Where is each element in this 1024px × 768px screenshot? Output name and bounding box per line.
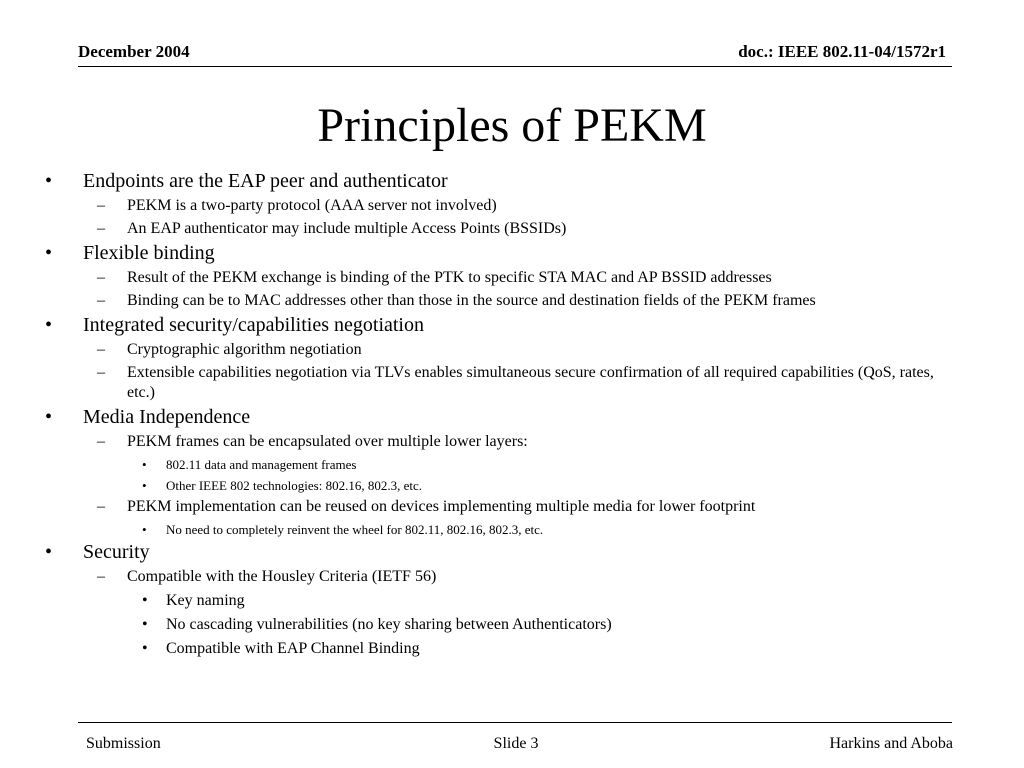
bullet-marker: • xyxy=(45,170,53,192)
sub-sub-bullet-text: Compatible with EAP Channel Binding xyxy=(166,640,420,657)
bullet-marker: • xyxy=(142,522,147,537)
sub-bullet-text: PEKM implementation can be reused on devices implementing multiple media for lower footprint xyxy=(127,498,756,515)
sub-bullet-text: Result of the PEKM exchange is binding of the PTK to specific STA MAC and AP BSSID addresses xyxy=(127,269,772,286)
bullet-marker: • xyxy=(142,592,148,609)
bullet-media-independence xyxy=(44,405,964,429)
dash-marker: – xyxy=(97,341,105,358)
bullet-text: Media Independence xyxy=(83,406,251,428)
bullet-text: Endpoints are the EAP peer and authenticator xyxy=(83,170,448,192)
dash-marker: – xyxy=(97,568,105,585)
bullet-marker: • xyxy=(45,242,53,264)
sub-bullet xyxy=(44,567,964,587)
dash-marker: – xyxy=(97,220,105,237)
sub-sub-bullet-text: No need to completely reinvent the wheel for 802.11, 802.16, 802.3, etc. xyxy=(166,522,544,537)
sub-bullet-text: Extensible capabilities negotiation via TLVs enables simultaneous secure confirmation of all required capabilities (QoS, rates, etc.) xyxy=(127,364,934,401)
sub-bullet-text: Compatible with the Housley Criteria (IETF 56) xyxy=(127,568,437,585)
sub-sub-bullet xyxy=(44,591,964,611)
bullet-marker: • xyxy=(45,406,53,428)
footer-slide-number: Slide 3 xyxy=(493,735,539,752)
sub-bullet-text: Binding can be to MAC addresses other than those in the source and destination fields of the PEKM frames xyxy=(127,292,816,309)
dash-marker: – xyxy=(97,197,105,214)
bullet-marker: • xyxy=(45,541,53,563)
sub-sub-bullet xyxy=(44,615,964,635)
footer-submission: Submission xyxy=(86,735,161,752)
sub-bullet xyxy=(44,363,964,403)
header-rule xyxy=(78,66,952,67)
sub-bullet xyxy=(44,432,964,452)
bullet-text: Security xyxy=(83,541,150,563)
sub-bullet-text: An EAP authenticator may include multiple Access Points (BSSIDs) xyxy=(127,220,567,237)
sub-bullet xyxy=(44,219,964,239)
bullet-marker: • xyxy=(142,616,148,633)
sub-sub-bullet xyxy=(44,457,964,473)
header-date: December 2004 xyxy=(78,42,190,61)
sub-bullet-text: PEKM is a two-party protocol (AAA server not involved) xyxy=(127,197,497,214)
sub-sub-bullet xyxy=(44,522,964,538)
dash-marker: – xyxy=(97,269,105,286)
bullet-flexible-binding xyxy=(44,241,964,265)
sub-sub-bullet-text: Other IEEE 802 technologies: 802.16, 802.3, etc. xyxy=(166,478,422,493)
footer-rule xyxy=(78,722,952,723)
sub-bullet-text: Cryptographic algorithm negotiation xyxy=(127,341,362,358)
dash-marker: – xyxy=(97,364,105,381)
dash-marker: – xyxy=(97,292,105,309)
dash-marker: – xyxy=(97,498,105,515)
bullet-marker: • xyxy=(142,457,147,472)
sub-bullet xyxy=(44,497,964,517)
slide-content xyxy=(44,167,964,659)
sub-bullet xyxy=(44,291,964,311)
header-doc-number: doc.: IEEE 802.11-04/1572r1 xyxy=(738,42,946,61)
bullet-marker: • xyxy=(142,640,148,657)
sub-bullet xyxy=(44,340,964,360)
sub-sub-bullet xyxy=(44,478,964,494)
sub-bullet xyxy=(44,268,964,288)
bullet-endpoints xyxy=(44,169,964,193)
sub-sub-bullet-text: 802.11 data and management frames xyxy=(166,457,357,472)
footer-authors: Harkins and Aboba xyxy=(829,735,953,752)
bullet-security xyxy=(44,540,964,564)
sub-sub-bullet xyxy=(44,639,964,659)
sub-sub-bullet-text: Key naming xyxy=(166,592,245,609)
slide-title: Principles of PEKM xyxy=(317,99,707,152)
bullet-marker: • xyxy=(45,314,53,336)
sub-bullet-text: PEKM frames can be encapsulated over multiple lower layers: xyxy=(127,433,528,450)
sub-sub-bullet-text: No cascading vulnerabilities (no key sharing between Authenticators) xyxy=(166,616,612,633)
bullet-integrated-security xyxy=(44,313,964,337)
bullet-text: Integrated security/capabilities negotiation xyxy=(83,314,424,336)
bullet-text: Flexible binding xyxy=(83,242,215,264)
dash-marker: – xyxy=(97,433,105,450)
sub-bullet xyxy=(44,196,964,216)
bullet-marker: • xyxy=(142,478,147,493)
